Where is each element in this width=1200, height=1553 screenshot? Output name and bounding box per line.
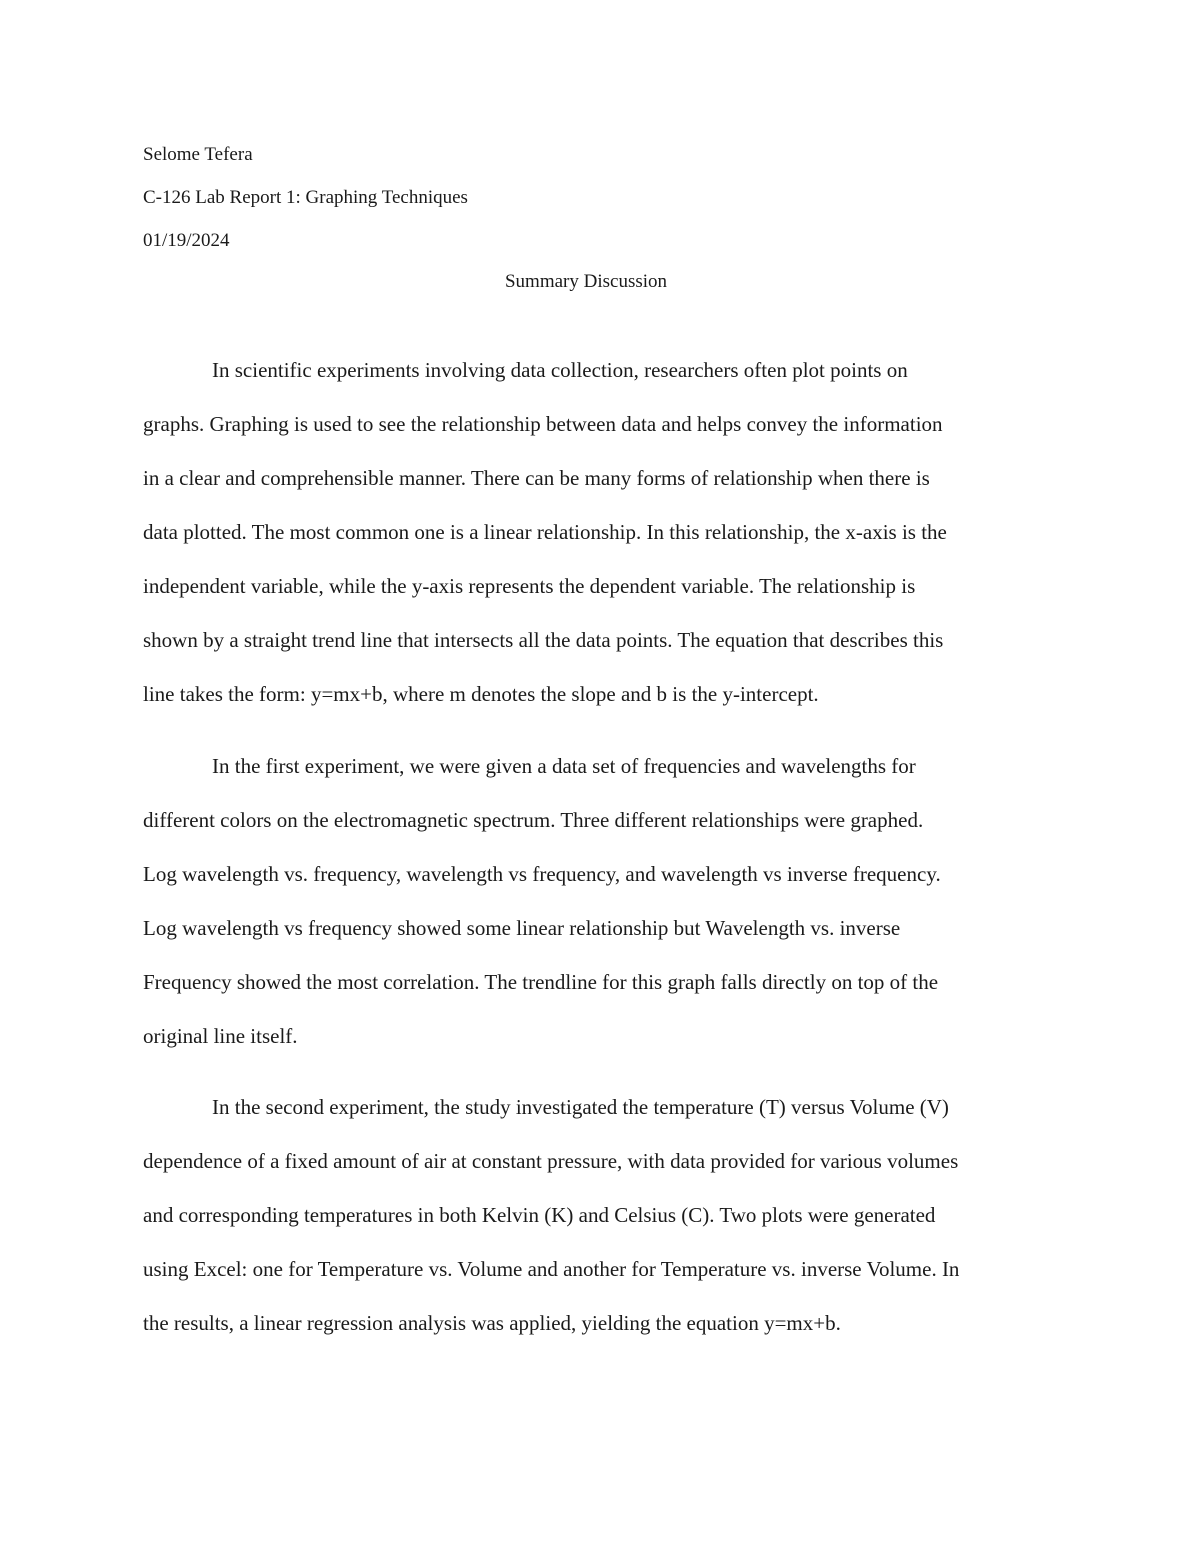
paragraph-line: Frequency showed the most correlation. The trendline for this graph falls directly on top of the: [143, 970, 939, 994]
paragraph-1: [143, 343, 1063, 721]
paragraph-line: dependence of a fixed amount of air at constant pressure, with data provided for various volumes: [143, 1149, 959, 1173]
paragraph-line: Log wavelength vs frequency showed some linear relationship but Wavelength vs. inverse: [143, 916, 901, 940]
paragraph-line: independent variable, while the y-axis represents the dependent variable. The relationship is: [143, 574, 916, 598]
paragraph-line: and corresponding temperatures in both Kelvin (K) and Celsius (C). Two plots were generated: [143, 1203, 936, 1227]
paragraph-2: [143, 739, 1063, 1063]
paragraph-line: In scientific experiments involving data collection, researchers often plot points on: [212, 358, 908, 382]
author-name: Selome Tefera: [143, 144, 253, 165]
report-date: 01/19/2024: [143, 230, 230, 251]
paragraph-line: different colors on the electromagnetic spectrum. Three different relationships were graphed.: [143, 808, 924, 832]
paragraph-line: graphs. Graphing is used to see the relationship between data and helps convey the information: [143, 412, 943, 436]
paragraph-line: Log wavelength vs. frequency, wavelength vs frequency, and wavelength vs inverse frequency.: [143, 862, 941, 886]
course-title: C-126 Lab Report 1: Graphing Techniques: [143, 187, 468, 208]
paragraph-line: line takes the form: y=mx+b, where m denotes the slope and b is the y-intercept.: [143, 682, 819, 706]
paragraph-line: original line itself.: [143, 1024, 298, 1048]
section-heading: Summary Discussion: [504, 271, 668, 292]
paragraph-line: data plotted. The most common one is a linear relationship. In this relationship, the x-axis is the: [143, 520, 947, 544]
paragraph-line: In the second experiment, the study investigated the temperature (T) versus Volume (V): [212, 1095, 949, 1119]
paragraph-line: In the first experiment, we were given a data set of frequencies and wavelengths for: [212, 754, 916, 778]
paragraph-line: using Excel: one for Temperature vs. Volume and another for Temperature vs. inverse Volume. In: [143, 1257, 960, 1281]
paragraph-line: the results, a linear regression analysis was applied, yielding the equation y=mx+b.: [143, 1311, 841, 1335]
paragraph-3: [143, 1080, 1063, 1350]
paragraph-line: in a clear and comprehensible manner. There can be many forms of relationship when there is: [143, 466, 930, 490]
paragraph-line: shown by a straight trend line that intersects all the data points. The equation that describes this: [143, 628, 944, 652]
